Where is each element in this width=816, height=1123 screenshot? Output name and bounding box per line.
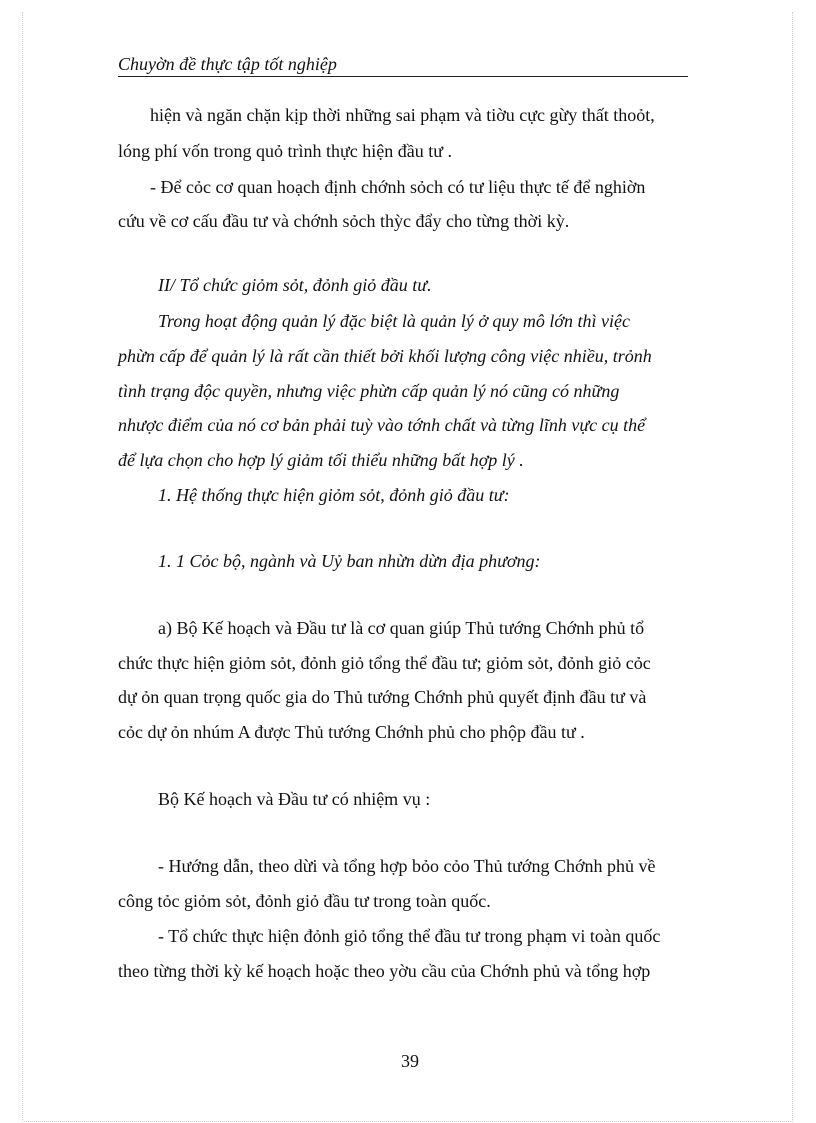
text-line: hiện và ngăn chặn kịp thời những sai phạm và tiờu cực gừy thất thoỏt,: [150, 105, 655, 125]
text-line: theo từng thời kỳ kế hoạch hoặc theo yờu cầu của Chớnh phủ và tổng hợp: [118, 961, 651, 981]
text-line: - Hướng dẫn, theo dừi và tổng hợp bỏo cỏo Thủ tướng Chớnh phủ về: [158, 856, 656, 876]
text-line: phừn cấp để quản lý là rất cần thiết bởi khối lượng công việc nhiều, trỏnh: [118, 346, 652, 366]
page-number: 39: [401, 1051, 419, 1071]
subheading: 1. Hệ thống thực hiện giỏm sỏt, đỏnh giỏ đầu tư:: [158, 485, 510, 505]
section-heading: II/ Tổ chức giỏm sỏt, đỏnh giỏ đầu tư.: [158, 275, 432, 295]
text-line: - Tổ chức thực hiện đỏnh giỏ tổng thể đầu tư trong phạm vi toàn quốc: [158, 926, 661, 946]
text-line: a) Bộ Kế hoạch và Đầu tư là cơ quan giúp Thủ tướng Chớnh phủ tổ: [158, 618, 645, 638]
text-line: chức thực hiện giỏm sỏt, đỏnh giỏ tổng thể đầu tư; giỏm sỏt, đỏnh giỏ cỏc: [118, 653, 651, 673]
text-line: công tỏc giỏm sỏt, đỏnh giỏ đầu tư trong toàn quốc.: [118, 891, 491, 911]
text-line: nhược điểm của nó cơ bản phải tuỳ vào tớnh chất và từng lĩnh vực cụ thể: [118, 415, 646, 435]
header-title: Chuyờn đề thực tập tốt nghiệp: [118, 54, 337, 74]
text-line: cứu về cơ cấu đầu tư và chớnh sỏch thỳc đẩy cho từng thời kỳ.: [118, 211, 570, 231]
text-line: lóng phí vốn trong quỏ trình thực hiện đầu tư .: [118, 141, 452, 161]
text-line: dự ỏn quan trọng quốc gia do Thủ tướng Chớnh phủ quyết định đầu tư và: [118, 687, 647, 707]
text-line: để lựa chọn cho hợp lý giảm tối thiểu những bất hợp lý .: [118, 450, 524, 470]
text-line: Bộ Kế hoạch và Đầu tư có nhiệm vụ :: [158, 789, 431, 809]
subheading: 1. 1 Cỏc bộ, ngành và Uỷ ban nhừn dừn địa phương:: [158, 551, 541, 571]
text-line: - Để cỏc cơ quan hoạch định chớnh sỏch có tư liệu thực tế để nghiờn: [150, 177, 646, 197]
text-line: cỏc dự ỏn nhúm A được Thủ tướng Chớnh phủ cho phộp đầu tư .: [118, 722, 585, 742]
text-line: Trong hoạt động quản lý đặc biệt là quản lý ở quy mô lớn thì việc: [158, 311, 630, 331]
text-line: tình trạng độc quyền, nhưng việc phừn cấp quản lý nó cũng có những: [118, 381, 620, 401]
header-rule: [118, 76, 688, 77]
